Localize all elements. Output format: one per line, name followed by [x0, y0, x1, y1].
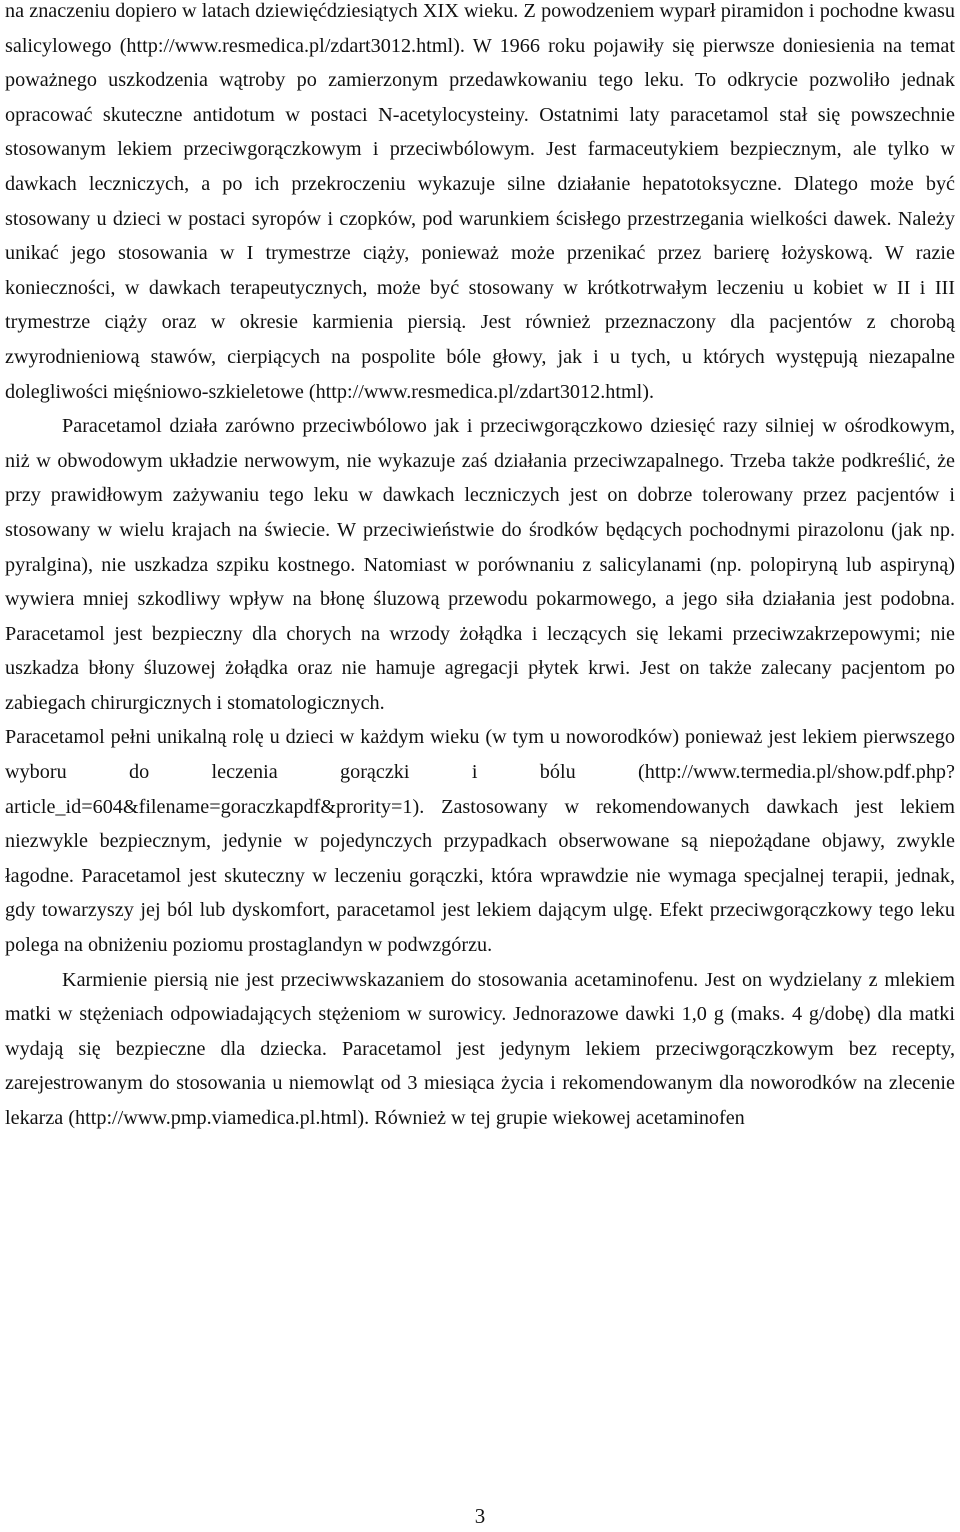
- paragraph-continuation: na znaczeniu dopiero w latach dziewięćdziesiątych XIX wieku. Z powodzeniem wyparł piramidon i pochodne kwasu salicylowego (http://www.resmedica.pl/zdart3012.html). W 1966 roku pojawiły się pierwsze doniesienia na temat poważnego uszkodzenia wątroby po zamierzonym przedawkowaniu tego leku. To odkrycie pozwoliło jednak opracować skuteczne antidotum w postaci N-acetylocysteiny. Ostatnimi laty paracetamol stał się powszechnie stosowanym lekiem przeciwgorączkowym i przeciwbólowym. Jest farmaceutykiem bezpiecznym, ale tylko w dawkach leczniczych, a po ich przekroczeniu wykazuje silne działanie hepatotoksyczne. Dlatego może być stosowany u dzieci w postaci syropów i czopków, pod warunkiem ścisłego przestrzegania wielkości dawek. Należy unikać jego stosowania w I trymestrze ciąży, ponieważ może przenikać przez barierę łożyskową. W razie konieczności, w dawkach terapeutycznych, może być stosowany w krótkotrwałym leczeniu u kobiet w II i III trymestrze ciąży oraz w okresie karmienia piersią. Jest również przeznaczony dla pacjentów z chorobą zwyrodnieniową stawów, cierpiących na pospolite bóle głowy, jak i u tych, u których występują niezapalne dolegliwości mięśniowo-szkieletowe (http://www.resmedica.pl/zdart3012.html).: [5, 0, 955, 403]
- paragraph-mechanism: Paracetamol działa zarówno przeciwbólowo jak i przeciwgorączkowo dziesięć razy silniej w ośrodkowym, niż w obwodowym układzie nerwowym, nie wykazuje zaś działania przeciwzapalnego. Trzeba także podkreślić, że przy prawidłowym zażywaniu tego leku w dawkach leczniczych jest on dobrze tolerowany przez pacjentów i stosowany w wielu krajach na świecie. W przeciwieństwie do środków będących pochodnymi pirazolonu (jak np. pyralgina), nie uszkadza szpiku kostnego. Natomiast w porównaniu z salicylanami (np. polopiryną lub aspiryną) wywiera mniej szkodliwy wpływ na błonę śluzową przewodu pokarmowego, a jego siła działania jest podobna. Paracetamol jest bezpieczny dla chorych na wrzody żołądka i leczących się lekami przeciwzakrzepowymi; nie uszkadza błony śluzowej żołądka oraz nie hamuje agregacji płytek krwi. Jest on także zalecany pacjentom po zabiegach chirurgicznych i stomatologicznych.: [5, 415, 955, 714]
- document-page: [5, 0, 955, 1136]
- page-number: 3: [474, 1504, 486, 1528]
- paragraph-children: Paracetamol pełni unikalną rolę u dzieci w każdym wieku (w tym u noworodków) ponieważ jest lekiem pierwszego wyboru do leczenia gorączki i bólu (http://www.termedia.pl/show.pdf.php?article_id=604&filename=goraczkapdf&prority=1). Zastosowany w rekomendowanych dawkach jest lekiem niezwykle bezpiecznym, jedynie w pojedynczych przypadkach obserwowane są niepożądane objawy, zwykle łagodne. Paracetamol jest skuteczny w leczeniu gorączki, która wprawdzie nie wymaga specjalnej terapii, jednak, gdy towarzyszy jej ból lub dyskomfort, paracetamol jest lekiem dającym ulgę. Efekt przeciwgorączkowy tego leku polega na obniżeniu poziomu prostaglandyn w podwzgórzu.: [5, 726, 955, 957]
- paragraph-breastfeeding: Karmienie piersią nie jest przeciwwskazaniem do stosowania acetaminofenu. Jest on wydzielany z mlekiem matki w stężeniach odpowiadających stężeniom w surowicy. Jednorazowe dawki 1,0 g (maks. 4 g/dobę) dla matki wydają się bezpieczne dla dziecka. Paracetamol jest jedynym lekiem przeciwgorączkowym bez recepty, zarejestrowanym do stosowania u niemowląt od 3 miesiąca życia i rekomendowanym dla noworodków na zlecenie lekarza (http://www.pmp.viamedica.pl.html). Również w tej grupie wiekowej acetaminofen: [5, 968, 955, 1129]
